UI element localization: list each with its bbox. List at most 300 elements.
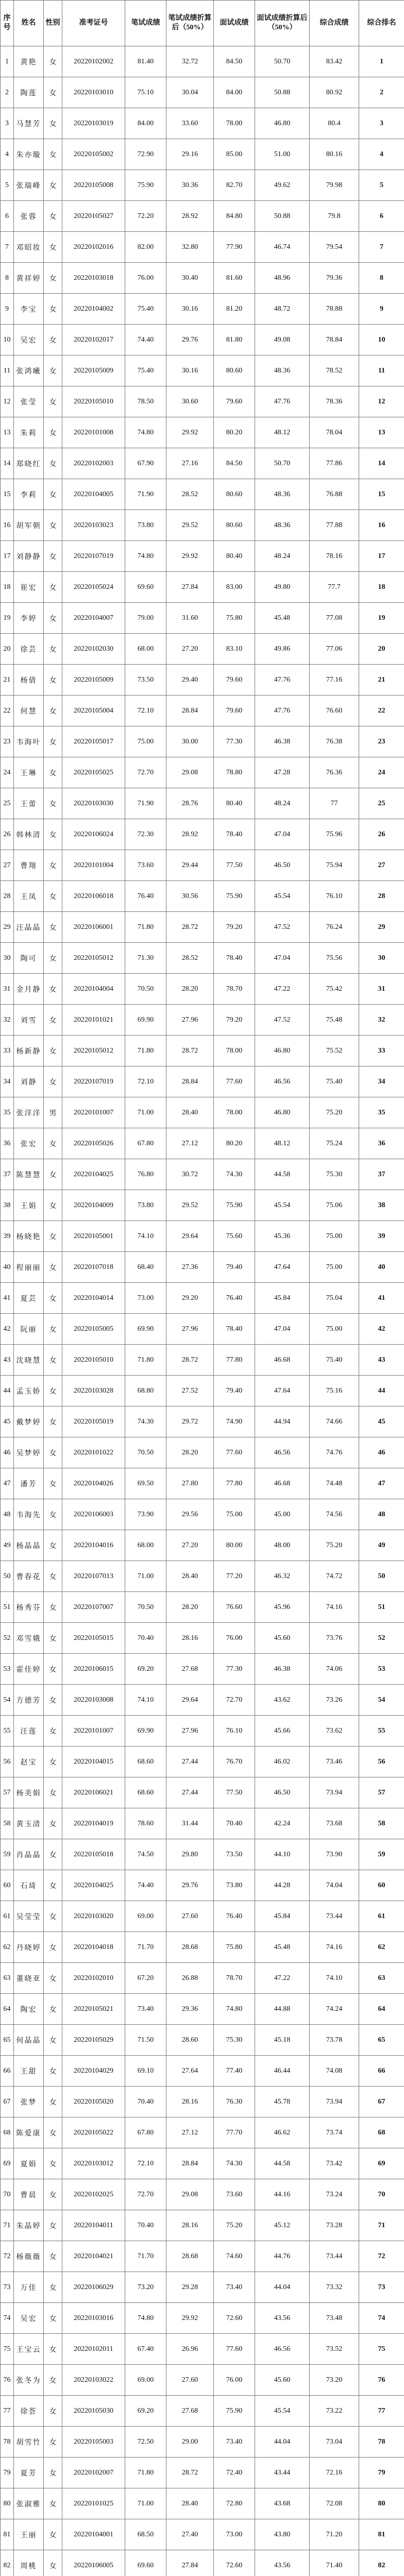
cell-rank: 7 (359, 232, 404, 263)
cell-name: 刘静静 (14, 541, 44, 572)
cell-interview-weighted: 50.88 (255, 201, 310, 232)
cell-sex: 女 (44, 1066, 62, 1097)
table-row (1, 1499, 404, 1530)
cell-interview-score: 78.40 (214, 943, 255, 974)
cell-sex: 女 (44, 2519, 62, 2550)
cell-written-weighted: 27.20 (166, 634, 214, 665)
cell-name: 张鸿曦 (14, 355, 44, 386)
cell-name: 张蓉 (14, 201, 44, 232)
cell-rank: 55 (359, 1716, 404, 1747)
cell-total-score: 75.24 (310, 1128, 359, 1159)
cell-interview-weighted: 45.54 (255, 1190, 310, 1221)
cell-exam-id: 20220106015 (62, 1654, 125, 1685)
cell-sex: 女 (44, 1716, 62, 1747)
table-row (1, 417, 404, 448)
cell-sex: 女 (44, 139, 62, 170)
cell-written-weighted: 28.20 (166, 1437, 214, 1468)
cell-written-weighted: 28.72 (166, 912, 214, 943)
cell-interview-weighted: 46.80 (255, 108, 310, 139)
cell-interview-weighted: 43.80 (255, 2519, 310, 2550)
table-row (1, 448, 404, 479)
cell-exam-id: 20220107013 (62, 1561, 125, 1592)
cell-total-score: 83.42 (310, 46, 359, 77)
cell-sex: 女 (44, 1839, 62, 1870)
cell-written-score: 69.10 (125, 2056, 166, 2087)
cell-sex: 女 (44, 1036, 62, 1066)
cell-rank: 65 (359, 2025, 404, 2056)
cell-interview-score: 76.30 (214, 2087, 255, 2117)
table-row (1, 2303, 404, 2334)
cell-written-weighted: 31.60 (166, 603, 214, 634)
cell-written-score: 71.00 (125, 2488, 166, 2519)
cell-written-score: 73.20 (125, 2272, 166, 2303)
cell-total-score: 80.4 (310, 108, 359, 139)
table-row (1, 510, 404, 541)
cell-rank: 13 (359, 417, 404, 448)
cell-exam-id: 20220105027 (62, 201, 125, 232)
cell-written-weighted: 28.76 (166, 788, 214, 819)
cell-name: 黄艳 (14, 46, 44, 77)
cell-interview-weighted: 48.36 (255, 479, 310, 510)
cell-rank: 74 (359, 2303, 404, 2334)
cell-rank: 82 (359, 2550, 404, 2576)
cell-interview-score: 79.60 (214, 696, 255, 726)
cell-interview-weighted: 50.88 (255, 77, 310, 108)
cell-sex: 女 (44, 1530, 62, 1561)
cell-total-score: 76.10 (310, 881, 359, 912)
cell-index: 37 (1, 1159, 14, 1190)
cell-name: 邓昭妆 (14, 232, 44, 263)
cell-exam-id: 20220104005 (62, 479, 125, 510)
cell-name: 王蕾 (14, 788, 44, 819)
cell-sex: 女 (44, 2087, 62, 2117)
cell-interview-score: 78.00 (214, 1036, 255, 1066)
cell-name: 夏娟 (14, 2148, 44, 2179)
cell-name: 陈慧慧 (14, 1159, 44, 1190)
cell-index: 45 (1, 1406, 14, 1437)
table-row (1, 170, 404, 201)
cell-interview-weighted: 47.22 (255, 1963, 310, 1994)
cell-exam-id: 20220106024 (62, 819, 125, 850)
table-row (1, 1685, 404, 1716)
cell-written-score: 67.90 (125, 448, 166, 479)
table-row (1, 881, 404, 912)
cell-total-score: 78.84 (310, 325, 359, 355)
cell-interview-weighted: 45.84 (255, 1901, 310, 1932)
cell-interview-score: 73.60 (214, 2179, 255, 2210)
cell-index: 74 (1, 2303, 14, 2334)
cell-sex: 女 (44, 634, 62, 665)
table-row (1, 1932, 404, 1963)
cell-name: 陶可 (14, 943, 44, 974)
cell-exam-id: 20220101025 (62, 2488, 125, 2519)
table-row (1, 2458, 404, 2488)
cell-interview-weighted: 47.76 (255, 386, 310, 417)
cell-name: 韦海先 (14, 1499, 44, 1530)
cell-interview-score: 72.60 (214, 2550, 255, 2576)
cell-written-weighted: 27.68 (166, 1654, 214, 1685)
cell-sex: 女 (44, 881, 62, 912)
cell-rank: 56 (359, 1747, 404, 1777)
cell-total-score: 73.28 (310, 2210, 359, 2241)
cell-name: 金月静 (14, 974, 44, 1005)
cell-total-score: 73.44 (310, 1901, 359, 1932)
cell-written-weighted: 28.68 (166, 2241, 214, 2272)
cell-sex: 女 (44, 1221, 62, 1252)
table-row (1, 77, 404, 108)
cell-name: 曹翔 (14, 850, 44, 881)
cell-index: 20 (1, 634, 14, 665)
cell-rank: 76 (359, 2365, 404, 2396)
cell-index: 65 (1, 2025, 14, 2056)
cell-interview-score: 79.40 (214, 1376, 255, 1406)
cell-total-score: 76.88 (310, 479, 359, 510)
cell-rank: 4 (359, 139, 404, 170)
cell-rank: 53 (359, 1654, 404, 1685)
cell-total-score: 71.20 (310, 2519, 359, 2550)
cell-interview-weighted: 47.22 (255, 974, 310, 1005)
table-row (1, 1901, 404, 1932)
cell-name: 霍佳婷 (14, 1654, 44, 1685)
table-row (1, 2365, 404, 2396)
header-interview-score: 面试成绩 (214, 1, 255, 46)
cell-index: 31 (1, 974, 14, 1005)
table-row (1, 1252, 404, 1283)
cell-index: 1 (1, 46, 14, 77)
cell-interview-weighted: 46.38 (255, 726, 310, 757)
cell-interview-score: 83.00 (214, 572, 255, 603)
cell-exam-id: 20220102003 (62, 448, 125, 479)
cell-sex: 女 (44, 2272, 62, 2303)
cell-exam-id: 20220104026 (62, 1468, 125, 1499)
cell-name: 王甜 (14, 2056, 44, 2087)
cell-written-score: 67.20 (125, 1963, 166, 1994)
cell-interview-score: 76.60 (214, 1592, 255, 1623)
cell-sex: 女 (44, 757, 62, 788)
cell-interview-score: 72.40 (214, 2458, 255, 2488)
cell-rank: 73 (359, 2272, 404, 2303)
cell-written-weighted: 30.72 (166, 1159, 214, 1190)
cell-rank: 27 (359, 850, 404, 881)
cell-interview-weighted: 46.50 (255, 850, 310, 881)
cell-exam-id: 20220105012 (62, 1036, 125, 1066)
cell-interview-score: 75.00 (214, 1499, 255, 1530)
cell-written-score: 67.40 (125, 2334, 166, 2365)
cell-index: 28 (1, 881, 14, 912)
cell-written-score: 76.80 (125, 1159, 166, 1190)
cell-sex: 女 (44, 1283, 62, 1314)
cell-interview-score: 73.00 (214, 2519, 255, 2550)
cell-exam-id: 20220105012 (62, 943, 125, 974)
cell-rank: 63 (359, 1963, 404, 1994)
cell-name: 丹晓婷 (14, 1932, 44, 1963)
table-row (1, 819, 404, 850)
table-row (1, 1159, 404, 1190)
cell-written-score: 69.50 (125, 1468, 166, 1499)
cell-total-score: 78.16 (310, 541, 359, 572)
cell-exam-id: 20220104029 (62, 2056, 125, 2087)
cell-rank: 50 (359, 1561, 404, 1592)
cell-interview-score: 74.30 (214, 1159, 255, 1190)
cell-rank: 69 (359, 2148, 404, 2179)
cell-written-score: 75.40 (125, 294, 166, 325)
cell-rank: 24 (359, 757, 404, 788)
cell-interview-score: 76.40 (214, 1283, 255, 1314)
cell-interview-weighted: 43.62 (255, 1685, 310, 1716)
cell-interview-weighted: 44.58 (255, 1159, 310, 1190)
cell-index: 59 (1, 1839, 14, 1870)
cell-written-weighted: 27.64 (166, 2056, 214, 2087)
cell-written-weighted: 32.72 (166, 46, 214, 77)
cell-interview-score: 73.50 (214, 1839, 255, 1870)
cell-index: 81 (1, 2519, 14, 2550)
cell-interview-weighted: 45.48 (255, 603, 310, 634)
cell-index: 16 (1, 510, 14, 541)
cell-name: 黄祥婷 (14, 263, 44, 294)
cell-exam-id: 20220105015 (62, 1623, 125, 1654)
cell-index: 32 (1, 1005, 14, 1036)
cell-rank: 78 (359, 2427, 404, 2458)
cell-total-score: 80.16 (310, 139, 359, 170)
cell-total-score: 79.36 (310, 263, 359, 294)
cell-written-weighted: 27.96 (166, 1716, 214, 1747)
cell-interview-weighted: 45.60 (255, 1623, 310, 1654)
header-sex: 性别 (44, 1, 62, 46)
cell-name: 张淑雅 (14, 2488, 44, 2519)
cell-sex: 女 (44, 1561, 62, 1592)
cell-exam-id: 20220106003 (62, 1499, 125, 1530)
cell-written-score: 73.80 (125, 510, 166, 541)
cell-total-score: 76.38 (310, 726, 359, 757)
cell-total-score: 77.7 (310, 572, 359, 603)
cell-index: 41 (1, 1283, 14, 1314)
cell-interview-weighted: 46.80 (255, 1097, 310, 1128)
table-row (1, 850, 404, 881)
cell-index: 38 (1, 1190, 14, 1221)
cell-total-score: 73.94 (310, 2087, 359, 2117)
cell-exam-id: 20220105026 (62, 1128, 125, 1159)
cell-exam-id: 20220105030 (62, 2396, 125, 2427)
cell-interview-score: 76.00 (214, 1623, 255, 1654)
cell-interview-weighted: 47.64 (255, 1376, 310, 1406)
cell-written-score: 78.50 (125, 386, 166, 417)
cell-total-score: 73.78 (310, 2025, 359, 2056)
cell-interview-weighted: 43.68 (255, 2488, 310, 2519)
cell-index: 29 (1, 912, 14, 943)
cell-exam-id: 20220103020 (62, 1901, 125, 1932)
table-row (1, 1036, 404, 1066)
cell-interview-score: 80.60 (214, 355, 255, 386)
cell-index: 22 (1, 696, 14, 726)
cell-name: 刘静 (14, 1066, 44, 1097)
cell-written-score: 72.10 (125, 696, 166, 726)
cell-written-score: 72.10 (125, 2148, 166, 2179)
cell-sex: 女 (44, 974, 62, 1005)
cell-written-weighted: 26.96 (166, 2334, 214, 2365)
cell-name: 陶宏 (14, 1994, 44, 2025)
cell-interview-weighted: 42.24 (255, 1808, 310, 1839)
cell-name: 程丽丽 (14, 1252, 44, 1283)
cell-rank: 81 (359, 2519, 404, 2550)
cell-sex: 女 (44, 726, 62, 757)
cell-written-score: 69.60 (125, 572, 166, 603)
cell-total-score: 74.72 (310, 1561, 359, 1592)
cell-rank: 36 (359, 1128, 404, 1159)
cell-rank: 68 (359, 2117, 404, 2148)
cell-sex: 女 (44, 1437, 62, 1468)
cell-rank: 60 (359, 1870, 404, 1901)
cell-exam-id: 20220104011 (62, 2210, 125, 2241)
cell-sex: 女 (44, 417, 62, 448)
cell-rank: 16 (359, 510, 404, 541)
cell-written-weighted: 32.80 (166, 232, 214, 263)
cell-name: 郑晓红 (14, 448, 44, 479)
cell-interview-score: 74.80 (214, 1994, 255, 2025)
cell-interview-weighted: 44.94 (255, 1406, 310, 1437)
cell-rank: 54 (359, 1685, 404, 1716)
cell-rank: 39 (359, 1221, 404, 1252)
cell-written-weighted: 27.44 (166, 1747, 214, 1777)
cell-written-weighted: 29.16 (166, 139, 214, 170)
cell-written-weighted: 29.92 (166, 2303, 214, 2334)
cell-total-score: 73.46 (310, 1747, 359, 1777)
cell-total-score: 73.04 (310, 2427, 359, 2458)
cell-total-score: 73.52 (310, 2334, 359, 2365)
cell-written-weighted: 28.84 (166, 2148, 214, 2179)
cell-written-score: 75.90 (125, 170, 166, 201)
cell-interview-weighted: 48.00 (255, 1530, 310, 1561)
table-row (1, 2148, 404, 2179)
cell-name: 徐荟 (14, 2396, 44, 2427)
cell-interview-weighted: 46.68 (255, 1345, 310, 1376)
cell-name: 曹春花 (14, 1561, 44, 1592)
table-row (1, 108, 404, 139)
cell-interview-weighted: 44.88 (255, 1994, 310, 2025)
cell-interview-score: 77.30 (214, 1654, 255, 1685)
cell-interview-score: 78.70 (214, 1963, 255, 1994)
cell-interview-weighted: 48.36 (255, 355, 310, 386)
cell-sex: 女 (44, 232, 62, 263)
cell-rank: 44 (359, 1376, 404, 1406)
cell-interview-weighted: 47.04 (255, 819, 310, 850)
cell-total-score: 74.24 (310, 1994, 359, 2025)
cell-index: 78 (1, 2427, 14, 2458)
cell-total-score: 73.62 (310, 1716, 359, 1747)
cell-name: 杨秀芬 (14, 1592, 44, 1623)
cell-rank: 9 (359, 294, 404, 325)
cell-name: 李莉 (14, 479, 44, 510)
cell-interview-weighted: 47.28 (255, 757, 310, 788)
cell-sex: 女 (44, 1499, 62, 1530)
cell-sex: 女 (44, 2025, 62, 2056)
cell-index: 42 (1, 1314, 14, 1345)
cell-written-score: 68.40 (125, 1252, 166, 1283)
cell-sex: 女 (44, 1994, 62, 2025)
cell-sex: 女 (44, 2241, 62, 2272)
cell-interview-score: 80.60 (214, 479, 255, 510)
cell-rank: 51 (359, 1592, 404, 1623)
table-row (1, 1128, 404, 1159)
cell-written-score: 74.80 (125, 417, 166, 448)
cell-written-weighted: 28.40 (166, 1097, 214, 1128)
cell-exam-id: 20220103030 (62, 788, 125, 819)
cell-interview-score: 81.20 (214, 294, 255, 325)
cell-name: 杨美娟 (14, 1777, 44, 1808)
cell-written-weighted: 28.16 (166, 2210, 214, 2241)
cell-interview-weighted: 43.44 (255, 2458, 310, 2488)
table-row (1, 572, 404, 603)
cell-interview-weighted: 49.62 (255, 170, 310, 201)
cell-name: 张梦 (14, 2087, 44, 2117)
cell-index: 47 (1, 1468, 14, 1499)
cell-name: 杨倩 (14, 665, 44, 696)
cell-written-weighted: 27.12 (166, 1128, 214, 1159)
cell-exam-id: 20220106005 (62, 2550, 125, 2576)
cell-sex: 女 (44, 1901, 62, 1932)
cell-sex: 女 (44, 1963, 62, 1994)
cell-index: 49 (1, 1530, 14, 1561)
cell-interview-weighted: 46.56 (255, 2334, 310, 2365)
table-row (1, 201, 404, 232)
cell-index: 71 (1, 2210, 14, 2241)
cell-index: 27 (1, 850, 14, 881)
cell-index: 19 (1, 603, 14, 634)
cell-name: 朱晶婷 (14, 2210, 44, 2241)
cell-index: 5 (1, 170, 14, 201)
cell-total-score: 75.04 (310, 1283, 359, 1314)
cell-interview-weighted: 46.38 (255, 1654, 310, 1685)
cell-sex: 女 (44, 572, 62, 603)
cell-interview-score: 79.60 (214, 665, 255, 696)
cell-rank: 1 (359, 46, 404, 77)
cell-exam-id: 20220104025 (62, 1159, 125, 1190)
cell-rank: 10 (359, 325, 404, 355)
cell-index: 51 (1, 1592, 14, 1623)
cell-written-weighted: 28.84 (166, 696, 214, 726)
cell-written-weighted: 33.60 (166, 108, 214, 139)
cell-rank: 23 (359, 726, 404, 757)
cell-name: 徐芸 (14, 634, 44, 665)
cell-index: 24 (1, 757, 14, 788)
cell-exam-id: 20220105022 (62, 2117, 125, 2148)
cell-written-score: 84.00 (125, 108, 166, 139)
cell-rank: 12 (359, 386, 404, 417)
cell-total-score: 73.76 (310, 1623, 359, 1654)
cell-exam-id: 20220105001 (62, 1221, 125, 1252)
cell-rank: 21 (359, 665, 404, 696)
cell-name: 胡军朝 (14, 510, 44, 541)
cell-interview-score: 77.80 (214, 1468, 255, 1499)
cell-total-score: 74.56 (310, 1499, 359, 1530)
cell-name: 肖晶晶 (14, 1839, 44, 1870)
cell-written-weighted: 29.76 (166, 1870, 214, 1901)
cell-written-weighted: 29.28 (166, 2272, 214, 2303)
cell-exam-id: 20220104007 (62, 603, 125, 634)
cell-written-score: 76.40 (125, 881, 166, 912)
cell-exam-id: 20220104019 (62, 1808, 125, 1839)
cell-name: 汪晶晶 (14, 912, 44, 943)
cell-total-score: 72.08 (310, 2488, 359, 2519)
cell-exam-id: 20220101022 (62, 1437, 125, 1468)
cell-name: 夏芸 (14, 1283, 44, 1314)
cell-interview-weighted: 48.36 (255, 510, 310, 541)
cell-written-weighted: 27.12 (166, 2117, 214, 2148)
cell-sex: 女 (44, 1747, 62, 1777)
cell-rank: 61 (359, 1901, 404, 1932)
cell-interview-score: 78.40 (214, 819, 255, 850)
cell-exam-id: 20220103018 (62, 263, 125, 294)
cell-total-score: 78.52 (310, 355, 359, 386)
